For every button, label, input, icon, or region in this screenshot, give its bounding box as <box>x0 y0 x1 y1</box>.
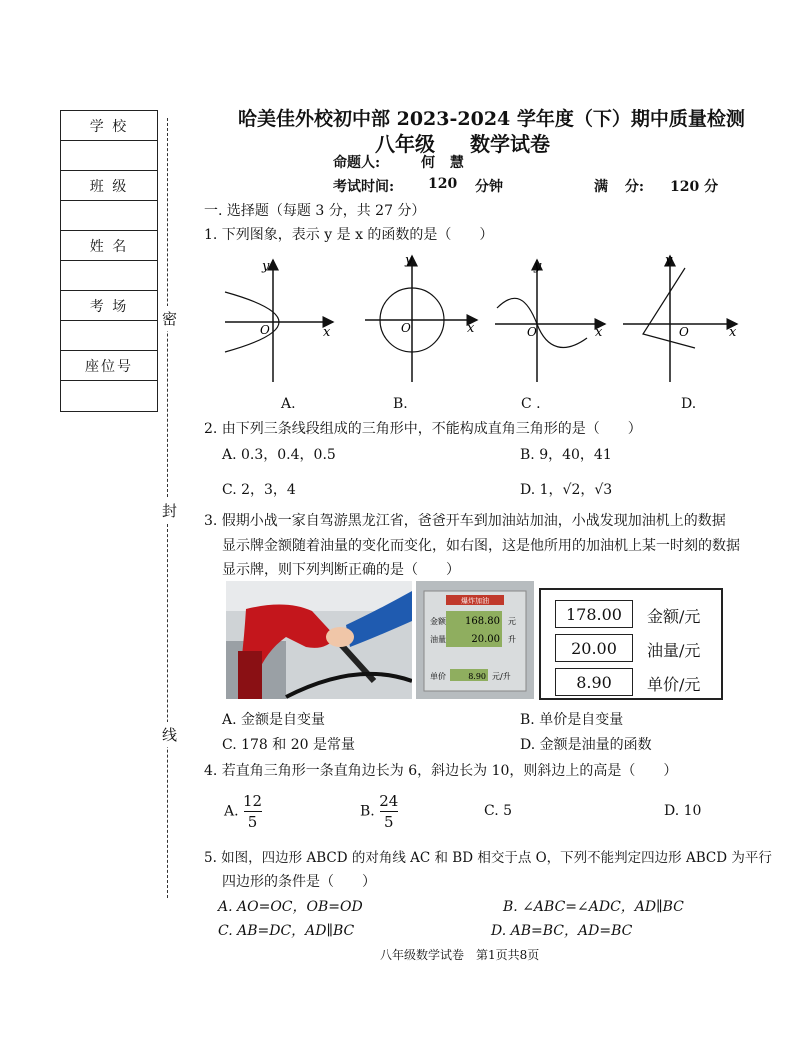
screen-price-label: 单价 <box>430 672 446 681</box>
score-value: 120 分 <box>670 179 719 195</box>
screen-price-unit: 元/升 <box>492 672 511 681</box>
q5-option-b[interactable]: B. ∠ABC=∠ADC，AD∥BC <box>503 899 684 915</box>
pump-amount-label: 金额/元 <box>647 607 701 626</box>
q3-option-c[interactable]: C. 178 和 20 是常量 <box>222 737 355 753</box>
screen-header: 爆炸加油 <box>461 597 489 605</box>
q1-d-origin: O <box>679 325 689 339</box>
pump-display-panel <box>539 588 723 700</box>
q3-option-b[interactable]: B. 单价是自变量 <box>520 712 624 728</box>
pump-price-value: 8.90 <box>555 668 633 696</box>
q1-b-xlabel: x <box>467 321 475 336</box>
page-footer: 八年级数学试卷 第1页共8页 <box>380 948 540 962</box>
q3-line-1: 3. 假期小战一家自驾游黑龙江省，爸爸开车到加油站加油，小战发现加油机上的数据 <box>204 513 726 529</box>
info-school-field[interactable] <box>61 141 157 171</box>
q1-b-origin: O <box>401 321 411 335</box>
q1-c-ylabel: y <box>534 259 542 274</box>
info-class-label: 班 级 <box>61 171 157 201</box>
q2-d-sqrt2: √2 <box>562 482 581 498</box>
info-room-label: 考 场 <box>61 291 157 321</box>
exam-subtitle: 八年级 数学试卷 <box>375 132 550 156</box>
q1-d-ylabel: y <box>665 253 673 268</box>
q1-graph-d[interactable] <box>623 253 737 382</box>
q4-stem: 4. 若直角三角形一条直角边长为 6，斜边长为 10，则斜边上的高是（ ） <box>204 763 678 779</box>
q4-b-den: 5 <box>383 813 394 831</box>
q1-option-a[interactable]: A. <box>281 396 296 412</box>
q4-a-letter: A. <box>224 803 239 820</box>
q5-line-1: 5. 如图，四边形 ABCD 的对角线 AC 和 BD 相交于点 O，下列不能判定四边形 ABCD 为平行 <box>204 850 772 866</box>
binding-char-xian: 线 <box>162 722 177 747</box>
q2-option-c[interactable]: C. 2，3，4 <box>222 482 296 498</box>
screen-amount-label: 金额 <box>430 617 446 626</box>
q1-graph-b[interactable] <box>365 253 477 382</box>
info-class-field[interactable] <box>61 201 157 231</box>
q1-d-xlabel: x <box>729 325 737 340</box>
q5-line-2: 四边形的条件是（ ） <box>222 874 376 890</box>
pump-amount-value: 178.00 <box>555 600 633 628</box>
q4-option-a[interactable] <box>224 792 262 831</box>
q1-option-d[interactable]: D. <box>681 396 697 412</box>
screen-volume: 20.00 <box>471 634 500 645</box>
q2-d-sqrt3: √3 <box>594 482 613 498</box>
q1-graph-a[interactable] <box>225 259 333 382</box>
q1-a-origin: O <box>260 323 270 337</box>
student-info-table <box>60 110 158 412</box>
q1-a-xlabel: x <box>323 325 331 340</box>
q4-option-c[interactable]: C. 5 <box>484 803 513 819</box>
q1-option-b[interactable]: B. <box>393 396 408 412</box>
time-value: 120 <box>428 176 458 192</box>
binding-char-feng: 封 <box>162 498 177 523</box>
q5-option-a[interactable]: A. AO=OC，OB=OD <box>218 899 363 915</box>
fuel-nozzle-photo <box>226 581 412 699</box>
q1-c-xlabel: x <box>595 325 603 340</box>
info-name-field[interactable] <box>61 261 157 291</box>
time-unit: 分钟 <box>475 179 503 195</box>
screen-volume-label: 油量 <box>430 635 446 644</box>
info-seat-field[interactable] <box>61 381 157 411</box>
q1-option-c[interactable]: C . <box>521 396 541 412</box>
q1-c-origin: O <box>527 325 537 339</box>
info-school-label: 学 校 <box>61 111 157 141</box>
pump-volume-label: 油量/元 <box>647 641 701 660</box>
info-name-label: 姓 名 <box>61 231 157 261</box>
q1-a-ylabel: y <box>262 259 270 274</box>
screen-volume-unit: 升 <box>508 635 516 644</box>
q2-option-b[interactable]: B. 9，40，41 <box>520 447 612 463</box>
q4-b-fraction <box>379 792 398 831</box>
screen-price: 8.90 <box>468 672 486 681</box>
pump-screen-photo <box>416 581 534 699</box>
author-label: 命题人: <box>333 155 381 171</box>
binding-char-mi: 密 <box>162 306 177 331</box>
q1-b-ylabel: y <box>405 253 413 268</box>
q3-line-3: 显示牌，则下列判断正确的是（ ） <box>222 562 460 578</box>
q4-a-fraction <box>243 792 262 831</box>
q3-option-a[interactable]: A. 金额是自变量 <box>222 712 326 728</box>
score-label: 满 分: <box>594 179 645 195</box>
q1-graphs <box>215 250 745 390</box>
time-label: 考试时间: <box>333 179 395 195</box>
q2-stem: 2. 由下列三条线段组成的三角形中，不能构成直角三角形的是（ ） <box>204 421 642 437</box>
q3-option-d[interactable]: D. 金额是油量的函数 <box>520 737 652 753</box>
exam-title: 哈美佳外校初中部 2023-2024 学年度（下）期中质量检测 <box>238 108 745 130</box>
pump-price-label: 单价/元 <box>647 675 701 694</box>
q4-option-b[interactable] <box>360 792 398 831</box>
q2-option-a[interactable]: A. 0.3，0.4，0.5 <box>222 447 336 463</box>
info-seat-label: 座位号 <box>61 351 157 381</box>
section-1-heading: 一. 选择题（每题 3 分，共 27 分） <box>204 203 426 219</box>
q5-option-d[interactable]: D. AB=BC，AD=BC <box>491 923 633 939</box>
q2-d-sep: ， <box>580 482 595 498</box>
q2-option-d[interactable] <box>520 479 612 499</box>
q2-d-prefix: D. 1， <box>520 482 563 498</box>
q1-stem: 1. 下列图象，表示 y 是 x 的函数的是（ ） <box>204 227 494 243</box>
info-room-field[interactable] <box>61 321 157 351</box>
q4-a-num: 12 <box>243 792 263 810</box>
pump-volume-value: 20.00 <box>555 634 633 662</box>
q3-line-2: 显示牌金额随着油量的变化而变化，如右图，这是他所用的加油机上某一时刻的数据 <box>222 538 740 554</box>
author-name: 何 慧 <box>421 155 464 171</box>
screen-amount: 168.80 <box>465 616 500 627</box>
q1-graph-c[interactable] <box>495 259 605 382</box>
q4-b-num: 24 <box>379 792 399 810</box>
screen-amount-unit: 元 <box>508 617 516 626</box>
q4-b-letter: B. <box>360 803 375 820</box>
q4-option-d[interactable]: D. 10 <box>664 803 702 819</box>
q5-option-c[interactable]: C. AB=DC，AD∥BC <box>218 923 355 939</box>
q4-a-den: 5 <box>247 813 258 831</box>
